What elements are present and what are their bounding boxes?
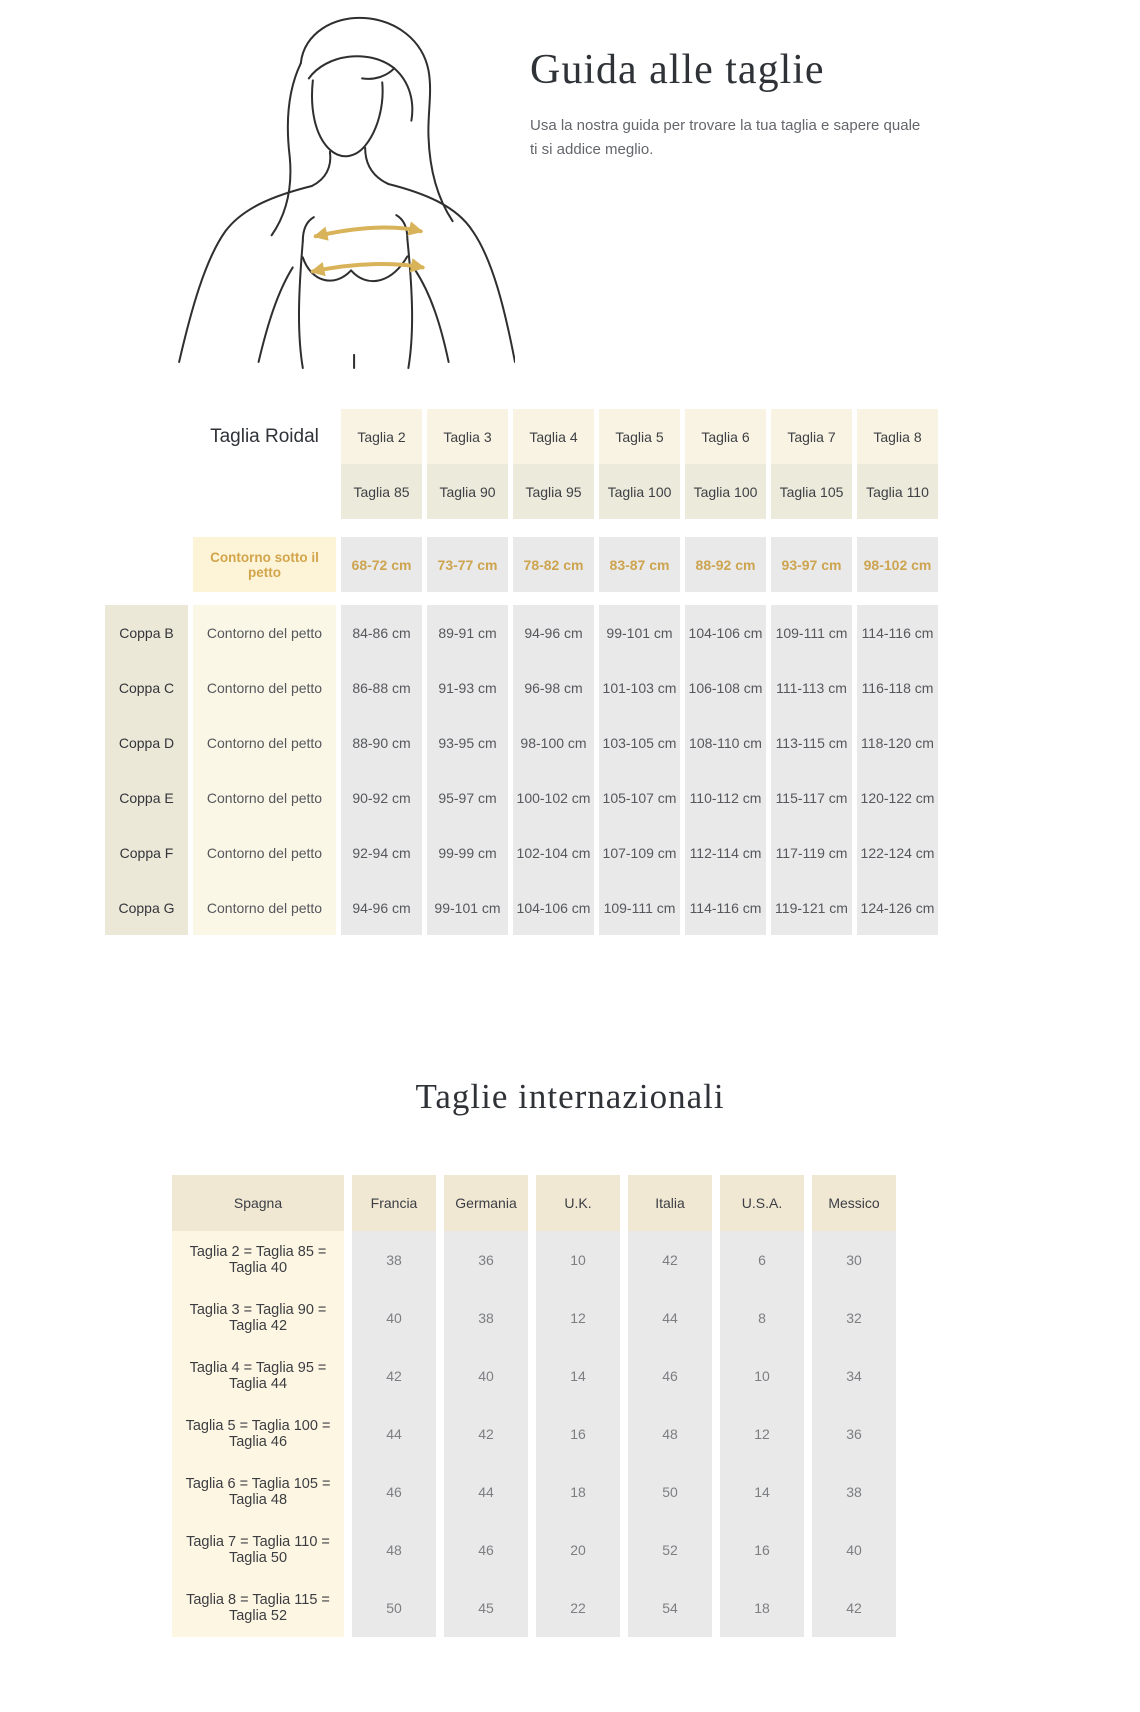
measure-value-cell: 112-114 cm — [685, 825, 766, 880]
intl-header-cell: Messico — [812, 1175, 896, 1231]
measure-value-cell: 116-118 cm — [857, 660, 938, 715]
measure-value-cell: 104-106 cm — [685, 605, 766, 660]
intl-value-cell: 42 — [444, 1405, 528, 1463]
intl-row-label: Taglia 3 = Taglia 90 = Taglia 42 — [172, 1289, 344, 1347]
size-header-cell: Taglia 2 — [341, 409, 422, 464]
measure-value-cell: 104-106 cm — [513, 880, 594, 935]
woman-outline-icon — [179, 18, 515, 368]
band-size-cell: Taglia 100 — [685, 464, 766, 519]
cup-label-cell: Coppa E — [105, 770, 188, 825]
measure-value-cell: 115-117 cm — [771, 770, 852, 825]
intl-value-cell: 40 — [812, 1521, 896, 1579]
bust-measurement-figure — [163, 8, 515, 370]
measure-label-cell: Contorno del petto — [193, 770, 336, 825]
intl-value-cell: 50 — [628, 1463, 712, 1521]
measure-value-cell: 90-92 cm — [341, 770, 422, 825]
intl-header-cell: U.S.A. — [720, 1175, 804, 1231]
cup-label-cell: Coppa B — [105, 605, 188, 660]
size-header-cell: Taglia 5 — [599, 409, 680, 464]
underbust-label: Contorno sotto il petto — [193, 537, 336, 592]
intl-value-cell: 14 — [536, 1347, 620, 1405]
band-size-cell: Taglia 85 — [341, 464, 422, 519]
measure-value-cell: 98-100 cm — [513, 715, 594, 770]
spacer-cell — [105, 409, 188, 464]
measure-value-cell: 120-122 cm — [857, 770, 938, 825]
intl-row-label: Taglia 7 = Taglia 110 = Taglia 50 — [172, 1521, 344, 1579]
measure-value-cell: 119-121 cm — [771, 880, 852, 935]
measure-value-cell: 88-90 cm — [341, 715, 422, 770]
measure-value-cell: 111-113 cm — [771, 660, 852, 715]
size-header-cell: Taglia 6 — [685, 409, 766, 464]
measure-label-cell: Contorno del petto — [193, 825, 336, 880]
intl-value-cell: 48 — [352, 1521, 436, 1579]
underbust-value-cell: 78-82 cm — [513, 537, 594, 592]
intl-value-cell: 40 — [352, 1289, 436, 1347]
intl-header-cell: Italia — [628, 1175, 712, 1231]
intl-value-cell: 14 — [720, 1463, 804, 1521]
measure-value-cell: 122-124 cm — [857, 825, 938, 880]
measure-value-cell: 86-88 cm — [341, 660, 422, 715]
cup-label-cell: Coppa D — [105, 715, 188, 770]
cup-label-cell: Coppa G — [105, 880, 188, 935]
intl-value-cell: 16 — [536, 1405, 620, 1463]
measure-value-cell: 113-115 cm — [771, 715, 852, 770]
measure-value-cell: 96-98 cm — [513, 660, 594, 715]
underbust-value-cell: 98-102 cm — [857, 537, 938, 592]
intl-value-cell: 36 — [444, 1231, 528, 1289]
intl-value-cell: 18 — [536, 1463, 620, 1521]
measure-value-cell: 106-108 cm — [685, 660, 766, 715]
underbust-value-cell: 83-87 cm — [599, 537, 680, 592]
intl-value-cell: 42 — [628, 1231, 712, 1289]
measure-value-cell: 84-86 cm — [341, 605, 422, 660]
measure-value-cell: 99-101 cm — [599, 605, 680, 660]
intl-value-cell: 10 — [720, 1347, 804, 1405]
measure-value-cell: 91-93 cm — [427, 660, 508, 715]
intl-row-label: Taglia 2 = Taglia 85 = Taglia 40 — [172, 1231, 344, 1289]
spacer-cell — [105, 537, 188, 592]
intl-row-label: Taglia 5 = Taglia 100 = Taglia 46 — [172, 1405, 344, 1463]
measure-value-cell: 103-105 cm — [599, 715, 680, 770]
size-header-cell: Taglia 7 — [771, 409, 852, 464]
intl-value-cell: 38 — [352, 1231, 436, 1289]
intl-row-label: Taglia 4 = Taglia 95 = Taglia 44 — [172, 1347, 344, 1405]
intl-value-cell: 12 — [536, 1289, 620, 1347]
size-header-cell: Taglia 8 — [857, 409, 938, 464]
intl-value-cell: 46 — [444, 1521, 528, 1579]
measure-value-cell: 92-94 cm — [341, 825, 422, 880]
measure-value-cell: 114-116 cm — [685, 880, 766, 935]
measure-value-cell: 102-104 cm — [513, 825, 594, 880]
intl-value-cell: 52 — [628, 1521, 712, 1579]
measure-label-cell: Contorno del petto — [193, 880, 336, 935]
measurement-arrows-icon — [313, 228, 423, 272]
intl-value-cell: 54 — [628, 1579, 712, 1637]
intl-value-cell: 44 — [628, 1289, 712, 1347]
measure-value-cell: 99-99 cm — [427, 825, 508, 880]
underbust-value-cell: 88-92 cm — [685, 537, 766, 592]
underbust-value-cell: 68-72 cm — [341, 537, 422, 592]
intl-value-cell: 44 — [444, 1463, 528, 1521]
underbust-value-cell: 93-97 cm — [771, 537, 852, 592]
intl-header-cell: Francia — [352, 1175, 436, 1231]
intl-value-cell: 46 — [628, 1347, 712, 1405]
intl-sizes-table — [172, 1175, 1140, 1637]
intl-header-cell: Spagna — [172, 1175, 344, 1231]
intl-value-cell: 10 — [536, 1231, 620, 1289]
intl-value-cell: 45 — [444, 1579, 528, 1637]
measure-value-cell: 99-101 cm — [427, 880, 508, 935]
intl-value-cell: 20 — [536, 1521, 620, 1579]
measure-value-cell: 94-96 cm — [513, 605, 594, 660]
roidal-table-underbust — [105, 537, 1140, 592]
intl-row-label: Taglia 6 = Taglia 105 = Taglia 48 — [172, 1463, 344, 1521]
roidal-table-head — [105, 409, 1140, 519]
band-size-cell: Taglia 105 — [771, 464, 852, 519]
intl-value-cell: 18 — [720, 1579, 804, 1637]
intl-value-cell: 42 — [812, 1579, 896, 1637]
measure-value-cell: 114-116 cm — [857, 605, 938, 660]
intl-header-cell: U.K. — [536, 1175, 620, 1231]
measure-value-cell: 109-111 cm — [771, 605, 852, 660]
intl-value-cell: 32 — [812, 1289, 896, 1347]
measure-value-cell: 94-96 cm — [341, 880, 422, 935]
measure-value-cell: 118-120 cm — [857, 715, 938, 770]
band-size-cell: Taglia 95 — [513, 464, 594, 519]
intl-value-cell: 8 — [720, 1289, 804, 1347]
spacer-cell — [105, 464, 188, 519]
intl-value-cell: 46 — [352, 1463, 436, 1521]
intl-header-cell: Germania — [444, 1175, 528, 1231]
underbust-value-cell: 73-77 cm — [427, 537, 508, 592]
intl-value-cell: 12 — [720, 1405, 804, 1463]
measure-value-cell: 117-119 cm — [771, 825, 852, 880]
intl-value-cell: 34 — [812, 1347, 896, 1405]
intl-value-cell: 38 — [444, 1289, 528, 1347]
table-corner-label: Taglia Roidal — [210, 425, 319, 447]
size-header-cell: Taglia 3 — [427, 409, 508, 464]
intl-value-cell: 50 — [352, 1579, 436, 1637]
cup-label-cell: Coppa F — [105, 825, 188, 880]
intl-value-cell: 42 — [352, 1347, 436, 1405]
cup-label-cell: Coppa C — [105, 660, 188, 715]
intl-value-cell: 38 — [812, 1463, 896, 1521]
intl-value-cell: 16 — [720, 1521, 804, 1579]
intl-value-cell: 36 — [812, 1405, 896, 1463]
bust-measurement-illustration — [163, 8, 515, 370]
measure-label-cell: Contorno del petto — [193, 715, 336, 770]
size-header-cell: Taglia 4 — [513, 409, 594, 464]
spacer-cell — [193, 464, 336, 519]
band-size-cell: Taglia 90 — [427, 464, 508, 519]
measure-value-cell: 107-109 cm — [599, 825, 680, 880]
measure-value-cell: 89-91 cm — [427, 605, 508, 660]
intl-value-cell: 48 — [628, 1405, 712, 1463]
intl-value-cell: 40 — [444, 1347, 528, 1405]
measure-value-cell: 108-110 cm — [685, 715, 766, 770]
intl-value-cell: 44 — [352, 1405, 436, 1463]
intl-row-label: Taglia 8 = Taglia 115 = Taglia 52 — [172, 1579, 344, 1637]
intl-sizes-title: Taglie internazionali — [415, 1077, 725, 1116]
intl-value-cell: 6 — [720, 1231, 804, 1289]
intl-value-cell: 30 — [812, 1231, 896, 1289]
measure-value-cell: 105-107 cm — [599, 770, 680, 825]
measure-label-cell: Contorno del petto — [193, 660, 336, 715]
measure-value-cell: 101-103 cm — [599, 660, 680, 715]
roidal-table-cups — [105, 605, 1140, 935]
page-subtitle: Usa la nostra guida per trovare la tua taglia e sapere quale ti si addice meglio. — [530, 117, 921, 158]
measure-value-cell: 109-111 cm — [599, 880, 680, 935]
measure-label-cell: Contorno del petto — [193, 605, 336, 660]
band-size-cell: Taglia 110 — [857, 464, 938, 519]
band-size-cell: Taglia 100 — [599, 464, 680, 519]
intl-value-cell: 22 — [536, 1579, 620, 1637]
measure-value-cell: 100-102 cm — [513, 770, 594, 825]
page-title: Guida alle taglie — [530, 47, 825, 93]
measure-value-cell: 110-112 cm — [685, 770, 766, 825]
measure-value-cell: 124-126 cm — [857, 880, 938, 935]
measure-value-cell: 95-97 cm — [427, 770, 508, 825]
size-guide-hero — [0, 0, 1140, 395]
measure-value-cell: 93-95 cm — [427, 715, 508, 770]
